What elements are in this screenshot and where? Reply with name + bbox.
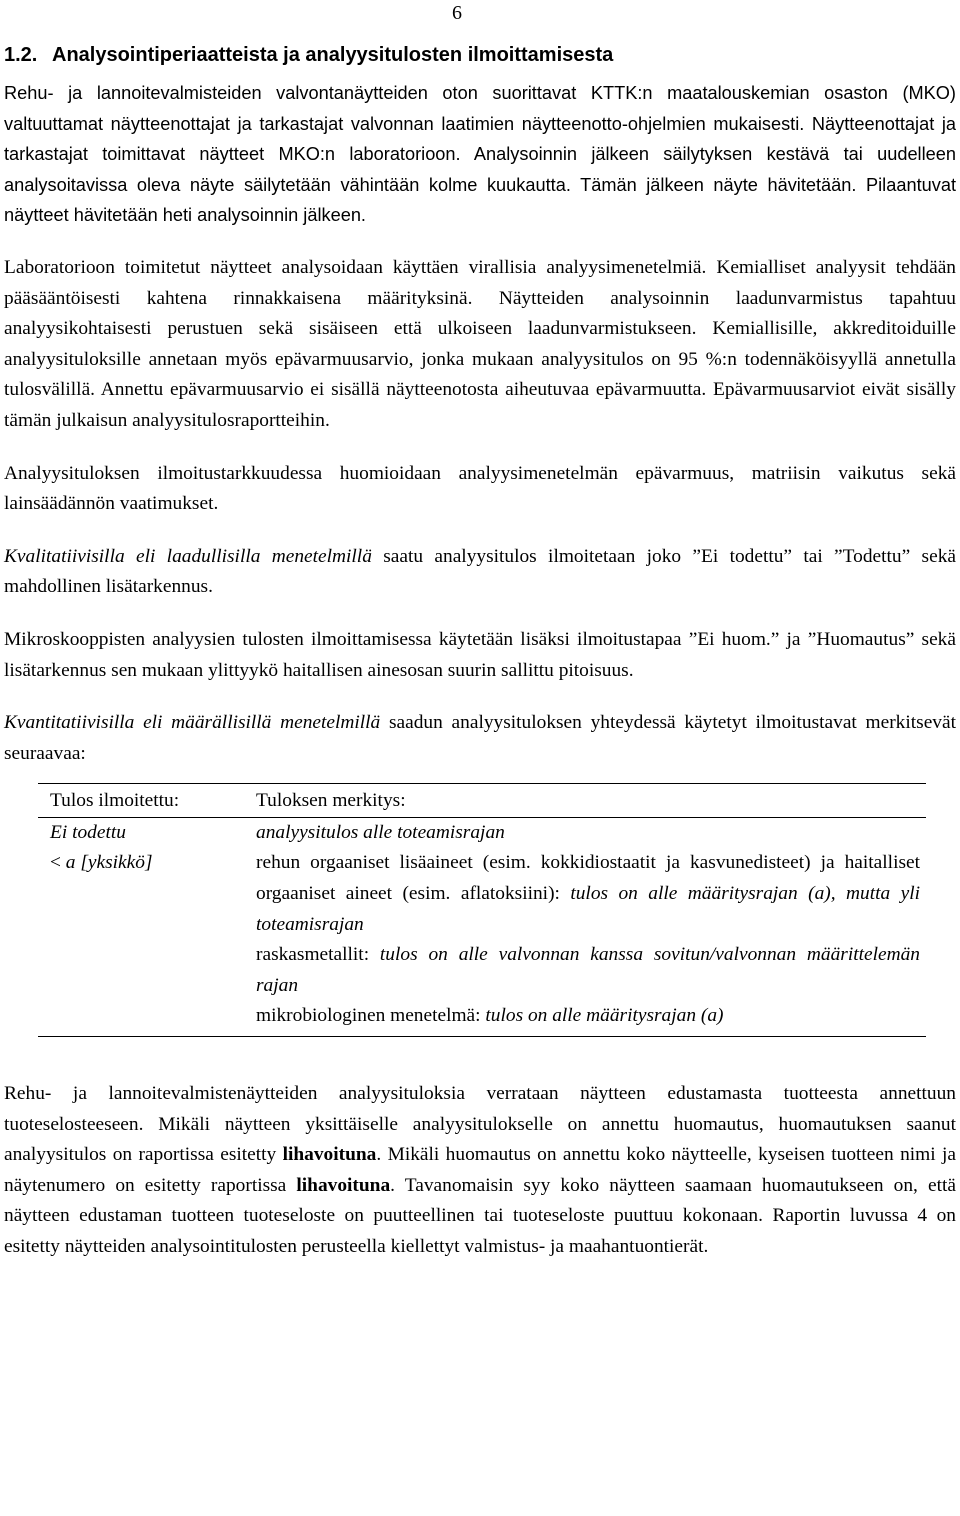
section-number: 1.2. <box>4 44 38 66</box>
result-notation-table <box>38 783 926 1037</box>
section-title: Analysointiperiaatteista ja analyysitulosten ilmoittamisesta <box>52 44 614 66</box>
qualitative-text: saatu analyysitulos ilmoitetaan joko ”Ei todettu” tai ”Todettu” sekä mahdollinen lisätarkennus. <box>4 545 957 598</box>
document-body <box>4 78 956 1285</box>
heavy-metals-text: raskasmetallit: tulos on alle valvonnan kanssa sovitun/valvonnan määrittelemän rajan <box>256 944 920 996</box>
page-number: 6 <box>452 2 462 24</box>
bold-term: lihavoituna <box>296 1174 391 1196</box>
microbiological-text: mikrobiologinen menetelmä: tulos on alle määritysrajan (a) <box>256 1005 724 1027</box>
paragraph-quantitative <box>4 708 956 769</box>
organic-additives-text: rehun orgaaniset lisäaineet (esim. kokkidiostaatit ja kasvunedisteet) ja haitalliset orgaaniset aineet (esim. aflatoksiini): tulos on alle määritysrajan (a), mutta yli toteamisrajan <box>256 852 920 935</box>
qualitative-term: Kvalitatiivisilla eli laadullisilla menetelmillä <box>4 545 372 567</box>
below-detection-limit-text: analyysitulos alle toteamisrajan <box>256 821 505 843</box>
below-quantification-label: a [yksikkö] <box>65 852 153 874</box>
table-header-row <box>38 786 926 818</box>
table-cell-left <box>38 818 256 849</box>
paragraph-microscopic: Mikroskooppisten analyysien tulosten ilmoittamisessa käytetään lisäksi ilmoitustapaa ”Ei huom.” ja ”Huomautus” sekä lisätarkennus sen mukaan ylittyykö haitallisen ainesosan suurin sallittu pitoisuus. <box>4 628 956 681</box>
paragraph-sampling: Rehu- ja lannoitevalmisteiden valvontanäytteiden oton suorittavat KTTK:n maatalouskemian osaston (MKO) valtuuttamat näytteenottajat ja tarkastajat valvonnan laatimien näytteenotto-ohjelmien mukaisesti. Näytteenottajat ja tarkastajat toimittavat näytteet MKO:n laboratorioon. Analysoinnin jälkeen säilytyksen kestävä tai uudelleen analysoitavissa oleva näyte säilytetään vähintään kolme kuukautta. Tämän jälkeen näyte hävitetään. Pilaantuvat näytteet hävitetään heti analysoinnin jälkeen. <box>4 83 956 226</box>
bold-term: lihavoituna <box>282 1144 377 1166</box>
paragraph-comparison: Rehu- ja lannoitevalmistenäytteiden analyysituloksia verrataan näytteen edustamasta tuotteesta annettuun tuoteselosteeseen. Mikäli näytteen yksittäiselle analyysitulokselle on annettu huomautus, huomautuksen saanut analyysitulos on raportissa esitetty lihavoituna. Mikäli huomautus on annettu koko näytteelle, kyseisen tuotteen nimi ja näytenumero on esitetty raportissa lihavoituna. Tavanomaisin syy koko näytteen saamaan huomautukseen on, että näytteen edustaman tuotteen tuoteseloste on puutteellinen tai tuoteseloste puuttuu kokonaan. Raportin luvussa 4 on esitetty näytteiden analysointitulosten perusteella kiellettyt valmistus- ja maahantuontierät. <box>4 1083 956 1257</box>
quantitative-term: Kvantitatiivisilla eli määrällisillä menetelmillä <box>4 712 381 734</box>
paragraph-analysis-methods: Laboratorioon toimitetut näytteet analysoidaan käyttäen virallisia analyysimenetelmiä. Kemialliset analyysit tehdään pääsääntöisesti kahtena rinnakkaisena määrityksinä. Näytteiden analysoinnin laadunvarmistus tapahtuu analyysikohtaisesti perustuen sekä sisäiseen että ulkoiseen laadunvarmistukseen. Kemiallisille, akkreditoiduille analyysituloksille annetaan myös epävarmuusarvio, jonka mukaan analyysitulos on 95 %:n todennäköisyyllä annetulla tulosvälillä. Annettu epävarmuusarvio ei sisällä näytteenotosta aiheutuvaa epävarmuutta. Epävarmuusarviot eivät sisälly tämän julkaisun analyysitulosraportteihin. <box>4 256 956 431</box>
paragraph-qualitative <box>4 542 956 603</box>
not-detected-label: Ei todettu <box>50 821 126 843</box>
table-row <box>38 848 926 1032</box>
table-cell-right <box>256 818 926 849</box>
table-header-right: Tuloksen merkitys: <box>256 790 406 812</box>
table-row <box>38 818 926 849</box>
table-cell-right <box>256 848 926 1032</box>
quantitative-text: saadun analyysituloksen yhteydessä käytetyt ilmoitustavat merkitsevät seuraavaa: <box>4 712 956 764</box>
section-heading <box>4 40 613 70</box>
table-header-left: Tulos ilmoitettu: <box>50 790 180 812</box>
paragraph-reporting-precision: Analyysituloksen ilmoitustarkkuudessa huomioidaan analyysimenetelmän epävarmuus, matriisin vaikutus sekä lainsäädännön vaatimukset. <box>4 462 956 515</box>
table-cell-left: < a [yksikkö] <box>50 852 153 874</box>
